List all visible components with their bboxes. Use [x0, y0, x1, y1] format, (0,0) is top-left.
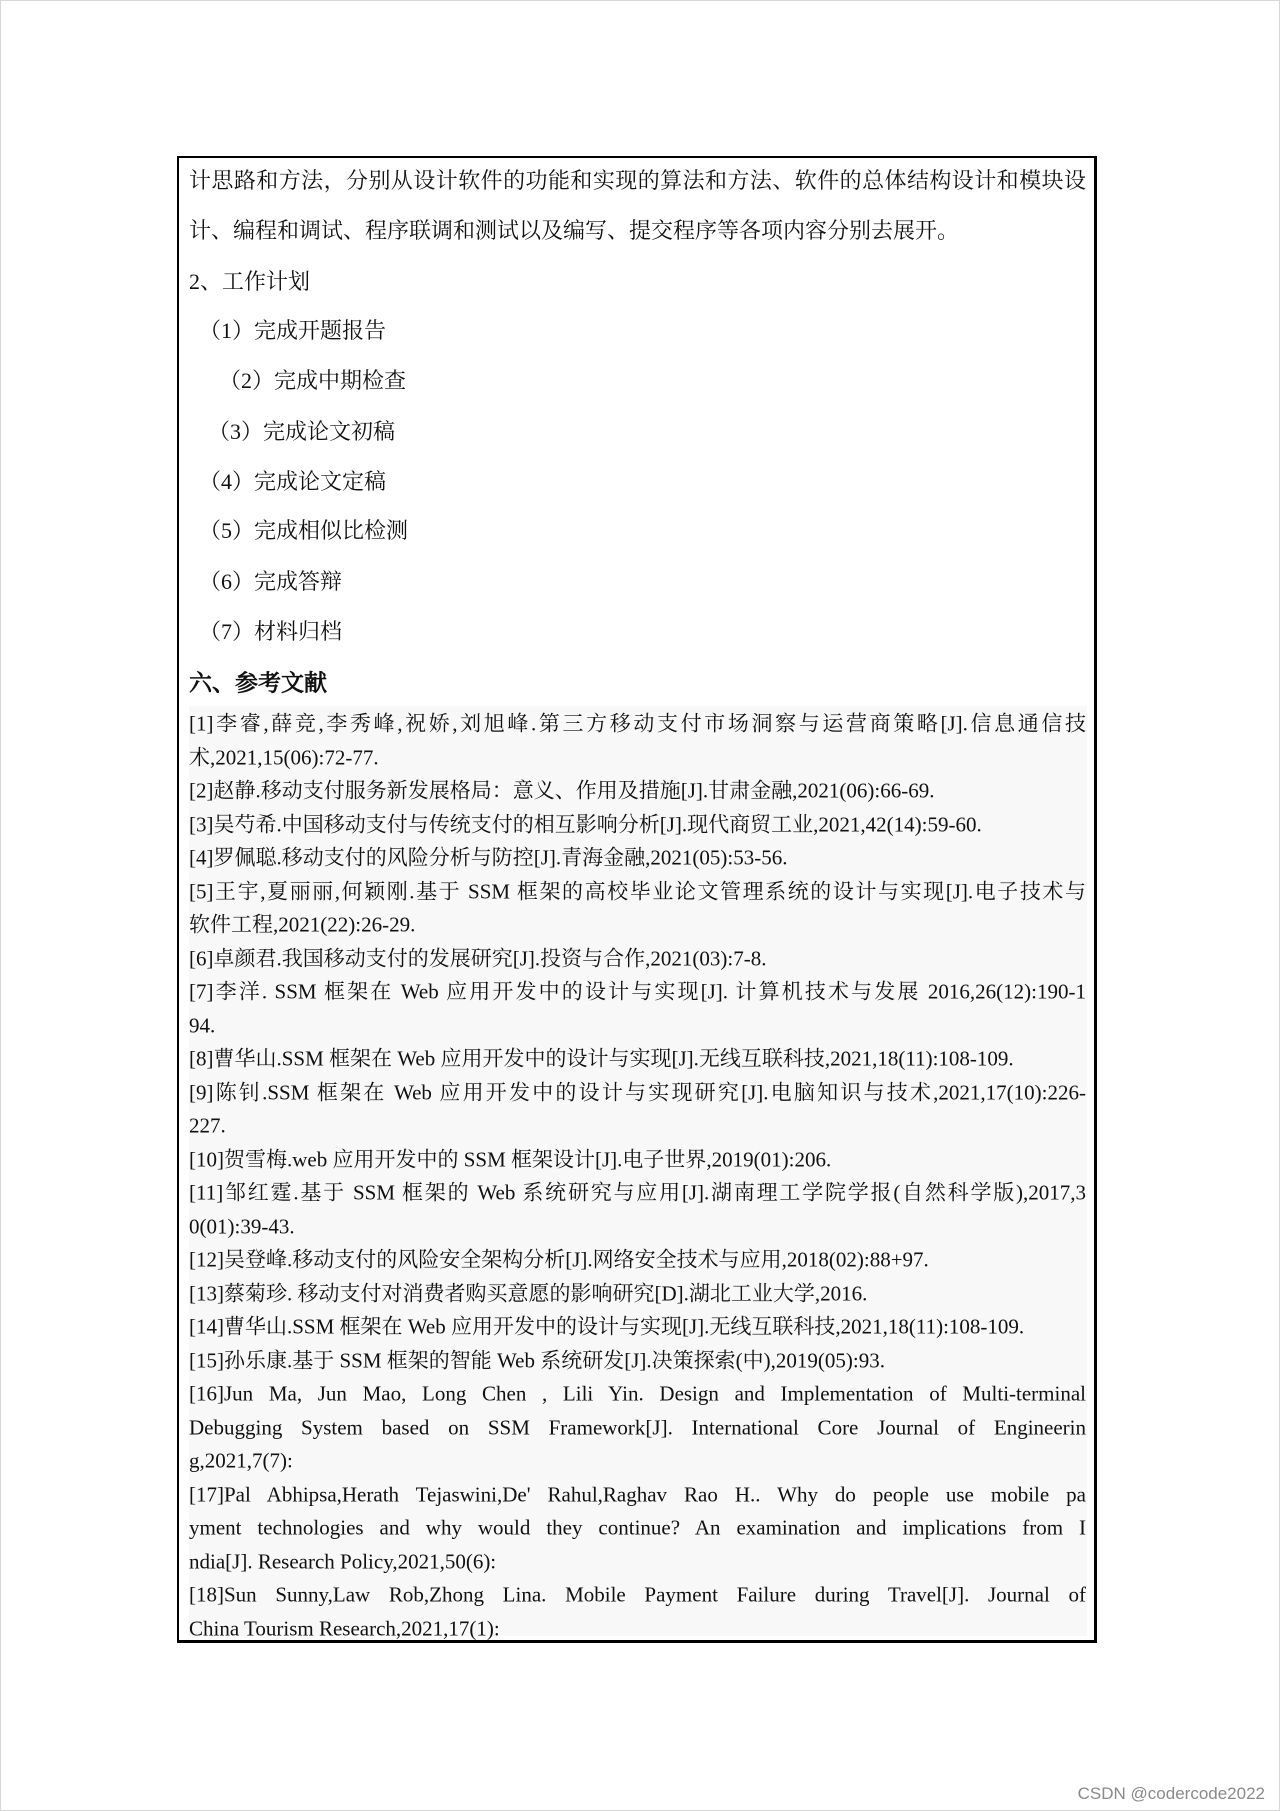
reference-line: ndia[J]. Research Policy,2021,50(6):	[189, 1549, 497, 1573]
reference-line: [6]卓颜君.我国移动支付的发展研究[J].投资与合作,2021(03):7-8.	[189, 946, 767, 970]
plan-item: （2）完成中期检查	[219, 368, 407, 393]
reference-line: Debugging System based on SSM Framework[J]. International Core Journal of Engineerin	[189, 1415, 1086, 1439]
reference-line: [4]罗佩聪.移动支付的风险分析与防控[J].青海金融,2021(05):53-56.	[189, 845, 788, 870]
plan-item: （6）完成答辩	[199, 569, 343, 594]
reference-line: [2]赵静.移动支付服务新发展格局：意义、作用及措施[J].甘肃金融,2021(06):66-69.	[189, 778, 935, 803]
reference-line: 术,2021,15(06):72-77.	[189, 745, 379, 769]
plan-item: （4）完成论文定稿	[199, 469, 387, 494]
reference-line: 227.	[189, 1113, 226, 1138]
reference-line: g,2021,7(7):	[189, 1448, 293, 1473]
reference-line: [17]Pal Abhipsa,Herath Tejaswini,De' Rahul,Raghav Rao H.. Why do people use mobile pa	[189, 1482, 1086, 1506]
reference-line: 0(01):39-43.	[189, 1214, 295, 1238]
plan-item: （5）完成相似比检测	[199, 518, 409, 543]
reference-line: China Tourism Research,2021,17(1):	[189, 1616, 500, 1640]
reference-line: [5]王宇,夏丽丽,何颖刚.基于 SSM 框架的高校毕业论文管理系统的设计与实现[J].电子技术与	[189, 879, 1086, 903]
paragraph-line: 计、编程和调试、程序联调和测试以及编写、提交程序等各项内容分别去展开。	[189, 218, 960, 243]
reference-line: [11]邹红霆.基于 SSM 框架的 Web 系统研究与应用[J].湖南理工学院学报(自然科学版),2017,3	[189, 1180, 1086, 1205]
plan-item: （3）完成论文初稿	[208, 419, 396, 444]
paragraph-line: 计思路和方法，分别从设计软件的功能和实现的算法和方法、软件的总体结构设计和模块设	[189, 168, 1086, 193]
plan-item: （1）完成开题报告	[199, 318, 387, 343]
reference-line: [3]吴芍希.中国移动支付与传统支付的相互影响分析[J].现代商贸工业,2021,42(14):59-60.	[189, 812, 982, 836]
reference-line: [10]贺雪梅.web 应用开发中的 SSM 框架设计[J].电子世界,2019(01):206.	[189, 1147, 832, 1171]
reference-line: [15]孙乐康.基于 SSM 框架的智能 Web 系统研发[J].决策探索(中),2019(05):93.	[189, 1348, 885, 1372]
reference-line: [12]吴登峰.移动支付的风险安全架构分析[J].网络安全技术与应用,2018(02):88+97.	[189, 1247, 929, 1272]
reference-line: [18]Sun Sunny,Law Rob,Zhong Lina. Mobile Payment Failure during Travel[J]. Journal of	[189, 1582, 1086, 1607]
reference-line: [16]Jun Ma, Jun Mao, Long Chen , Lili Yin. Design and Implementation of Multi-terminal	[189, 1381, 1086, 1406]
reference-line: [1]李睿,薛竞,李秀峰,祝娇,刘旭峰.第三方移动支付市场洞察与运营商策略[J].信息通信技	[189, 711, 1086, 736]
reference-line: yment technologies and why would they continue? An examination and implications from I	[189, 1515, 1086, 1540]
reference-line: 软件工程,2021(22):26-29.	[189, 912, 416, 937]
section-heading: 2、工作计划	[189, 269, 311, 294]
reference-line: [14]曹华山.SSM 框架在 Web 应用开发中的设计与实现[J].无线互联科技,2021,18(11):108-109.	[189, 1314, 1025, 1339]
reference-line: 94.	[189, 1013, 216, 1037]
watermark: CSDN @codercode2022	[1077, 1784, 1265, 1803]
reference-line: [13]蔡菊珍. 移动支付对消费者购买意愿的影响研究[D].湖北工业大学,2016.	[189, 1281, 868, 1305]
section-heading: 六、参考文献	[189, 670, 327, 696]
reference-line: [9]陈钊.SSM 框架在 Web 应用开发中的设计与实现研究[J].电脑知识与技术,2021,17(10):226-	[189, 1080, 1086, 1104]
reference-line: [8]曹华山.SSM 框架在 Web 应用开发中的设计与实现[J].无线互联科技,2021,18(11):108-109.	[189, 1046, 1014, 1071]
reference-line: [7]李洋. SSM 框架在 Web 应用开发中的设计与实现[J]. 计算机技术与发展 2016,26(12):190-1	[189, 979, 1086, 1004]
plan-item: （7）材料归档	[199, 619, 343, 644]
